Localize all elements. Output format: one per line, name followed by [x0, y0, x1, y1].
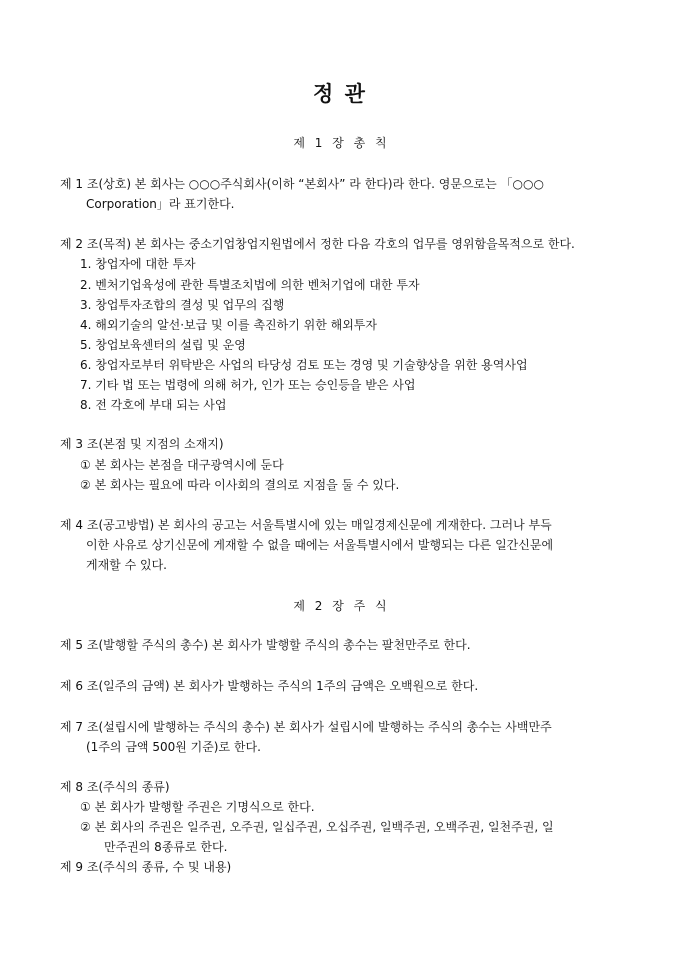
article-4-line-3: 게재할 수 있다.: [86, 558, 167, 572]
article-2-item: 1. 창업자에 대한 투자: [80, 257, 196, 271]
article-2-heading: 제 2 조(목적) 본 회사는 중소기업창업지원법에서 정한 다음 각호의 업무를 영위함을목적으로 한다.: [60, 237, 575, 251]
article-2-item: 5. 창업보육센터의 설립 및 운영: [80, 338, 246, 352]
article-7-line-2: (1주의 금액 500원 기준)로 한다.: [86, 740, 261, 754]
article-8-item-2-line-1: ② 본 회사의 주권은 일주권, 오주권, 일십주권, 오십주권, 일백주권, 오백주권, 일천주권, 일: [80, 820, 554, 834]
article-2-item: 6. 창업자로부터 위탁받은 사업의 타당성 검토 또는 경영 및 기술향상을 위한 용역사업: [80, 358, 528, 372]
article-9-heading: 제 9 조(주식의 종류, 수 및 내용): [60, 860, 232, 874]
chapter-1-heading: 제 1 장 총 칙: [293, 136, 387, 150]
article-2-item: 2. 벤처기업육성에 관한 특별조치법에 의한 벤처기업에 대한 투자: [80, 278, 420, 292]
chapter-2-heading: 제 2 장 주 식: [293, 599, 387, 613]
article-1-line-1: 제 1 조(상호) 본 회사는 ○○○주식회사(이하 “본회사” 라 한다)라 한다. 영문으로는 「○○○: [60, 177, 544, 191]
article-2-item: 4. 해외기술의 알선·보급 및 이를 촉진하기 위한 해외투자: [80, 318, 377, 332]
article-1-line-2: Corporation」라 표기한다.: [86, 197, 235, 211]
article-3-item: ② 본 회사는 필요에 따라 이사회의 결의로 지점을 둘 수 있다.: [80, 478, 400, 492]
article-8-item-1: ① 본 회사가 발행할 주권은 기명식으로 한다.: [80, 800, 315, 814]
article-8-item-2-line-2: 만주권의 8종류로 한다.: [104, 840, 228, 854]
document-title: 정 관: [313, 81, 367, 106]
article-4-line-1: 제 4 조(공고방법) 본 회사의 공고는 서울특별시에 있는 매일경제신문에 게재한다. 그러나 부득: [60, 518, 552, 532]
article-8-heading: 제 8 조(주식의 종류): [60, 780, 170, 794]
article-6: 제 6 조(일주의 금액) 본 회사가 발행하는 주식의 1주의 금액은 오백원으로 한다.: [60, 679, 479, 693]
article-3-heading: 제 3 조(본점 및 지점의 소재지): [60, 437, 224, 451]
article-2-item: 7. 기타 법 또는 법령에 의해 허가, 인가 또는 승인등을 받은 사업: [80, 378, 416, 392]
article-7-line-1: 제 7 조(설립시에 발행하는 주식의 총수) 본 회사가 설립시에 발행하는 주식의 총수는 사백만주: [60, 720, 552, 734]
article-2-item: 3. 창업투자조합의 결성 및 업무의 집행: [80, 298, 285, 312]
article-5: 제 5 조(발행할 주식의 총수) 본 회사가 발행할 주식의 총수는 팔천만주로 한다.: [60, 638, 471, 652]
article-3-item: ① 본 회사는 본점을 대구광역시에 둔다: [80, 458, 284, 472]
article-4-line-2: 이한 사유로 상기신문에 게재할 수 없을 때에는 서울특별시에서 발행되는 다른 일간신문에: [86, 538, 554, 552]
article-2-item: 8. 전 각호에 부대 되는 사업: [80, 398, 227, 412]
